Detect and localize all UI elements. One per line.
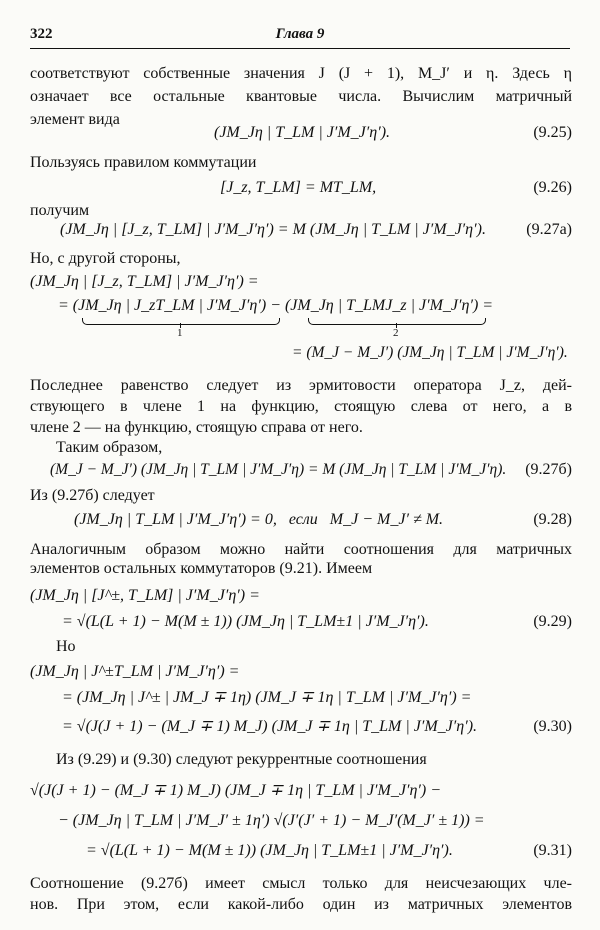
text-line: означает все остальные квантовые числа. Вычислим матричный: [30, 88, 572, 105]
page-number: 322: [30, 26, 53, 42]
equation-9-30-line-2: [30, 687, 572, 709]
equation-number: (9.26): [533, 179, 572, 196]
text-line: Но, с другой стороны,: [30, 250, 181, 267]
text-line: Аналогичным образом можно найти соотношения для матричных: [30, 541, 572, 558]
text-line: нов. При этом, если какой-либо один из матричных элементов: [30, 896, 572, 913]
equation-formula: (M_J − M_J′) (JM_Jη | T_LM | J′M_J′η) = M (JM_Jη | T_LM | J′M_J′η).: [50, 461, 507, 478]
equation-9-31-line-2: [30, 810, 572, 832]
equation-formula: [J_z, T_LM] = MT_LM,: [220, 179, 377, 196]
text-line: Но: [56, 638, 76, 655]
equation-formula: (JM_Jη | T_LM | J′M_J′η′) = 0, если M_J − M_J′ ≠ M.: [74, 511, 444, 528]
term-label-1: 1: [177, 327, 183, 339]
running-header: [30, 26, 570, 49]
equation-9-30-line-3: [30, 716, 572, 738]
equation-9-30-line-1: [30, 661, 572, 683]
chapter-title: Глава 9: [275, 26, 325, 42]
equation-formula: = (JM_Jη | J^± | JM_J ∓ 1η) (JM_J ∓ 1η | T_LM | J′M_J′η′) =: [62, 689, 472, 706]
equation-formula: = (M_J − M_J′) (JM_Jη | T_LM | J′M_J′η′).: [292, 344, 568, 361]
text-line: Последнее равенство следует из эрмитовости оператора J_z, дей-: [30, 377, 572, 394]
equation-9-27b: [30, 459, 572, 481]
text-line: Соотношение (9.27б) имеет смысл только для неисчезающих чле-: [30, 875, 572, 892]
text-line: соответствуют собственные значения J (J + 1), M_J′ и η. Здесь η: [30, 65, 572, 82]
equation-formula: (JM_Jη | T_LM | J′M_J′η′).: [214, 124, 391, 141]
equation-formula: (JM_Jη | [J^±, T_LM] | J′M_J′η′) =: [30, 587, 260, 604]
text-line: получим: [30, 202, 90, 219]
equation-9-28: [30, 509, 572, 531]
derivation-line-3: [30, 342, 572, 364]
term-label-2: 2: [393, 327, 399, 339]
equation-formula: = (JM_Jη | J_zT_LM | J′M_J′η′) − (JM_Jη | T_LMJ_z | J′M_J′η′) =: [58, 297, 494, 314]
equation-9-26: [30, 177, 572, 199]
equation-number: (9.25): [533, 124, 572, 141]
text-line: члене 2 — на функцию, стоящую справа от него.: [30, 419, 363, 436]
text-line: элементов остальных коммутаторов (9.21). Имеем: [30, 560, 373, 577]
text-line: Из (9.29) и (9.30) следуют рекуррентные соотношения: [56, 751, 427, 768]
equation-formula: = √(L(L + 1) − M(M ± 1)) (JM_Jη | T_LM±1 | J′M_J′η′).: [86, 842, 453, 859]
text-line: ствующего в члене 1 на функцию, стоящую слева от него, а в: [30, 398, 572, 415]
equation-9-27a: [30, 219, 572, 241]
equation-number: (9.30): [533, 718, 572, 735]
text-line: Из (9.27б) следует: [30, 487, 155, 504]
equation-formula: (JM_Jη | J^±T_LM | J′M_J′η′) =: [30, 663, 240, 680]
text-line: элемент вида: [30, 111, 120, 128]
equation-9-29-line-2: [30, 611, 572, 633]
equation-formula: (JM_Jη | [J_z, T_LM] | J′M_J′η′) = M (JM_Jη | T_LM | J′M_J′η′).: [60, 221, 486, 238]
equation-9-31-line-3: [30, 840, 572, 862]
equation-number: (9.27б): [525, 461, 572, 478]
equation-formula: √(J(J + 1) − (M_J ∓ 1) M_J) (JM_J ∓ 1η | T_LM | J′M_J′η′) −: [30, 782, 442, 799]
equation-number: (9.29): [533, 613, 572, 630]
equation-9-25: [30, 122, 572, 144]
equation-9-29-line-1: [30, 585, 572, 607]
equation-formula: = √(L(L + 1) − M(M ± 1)) (JM_Jη | T_LM±1 | J′M_J′η′).: [62, 613, 429, 630]
derivation-line-1: [30, 271, 572, 293]
text-line: Таким образом,: [56, 439, 163, 456]
derivation-line-2: [30, 295, 572, 317]
equation-formula: − (JM_Jη | T_LM | J′M_J′ ± 1η′) √(J′(J′ + 1) − M_J′(M_J′ ± 1)) =: [58, 812, 485, 829]
equation-formula: = √(J(J + 1) − (M_J ∓ 1) M_J) (JM_J ∓ 1η | T_LM | J′M_J′η′).: [62, 718, 478, 735]
text-line: Пользуясь правилом коммутации: [30, 154, 257, 171]
equation-9-31-line-1: [30, 780, 572, 802]
equation-number: (9.27a): [526, 221, 572, 238]
equation-number: (9.28): [533, 511, 572, 528]
equation-number: (9.31): [533, 842, 572, 859]
equation-formula: (JM_Jη | [J_z, T_LM] | J′M_J′η′) =: [30, 273, 259, 290]
